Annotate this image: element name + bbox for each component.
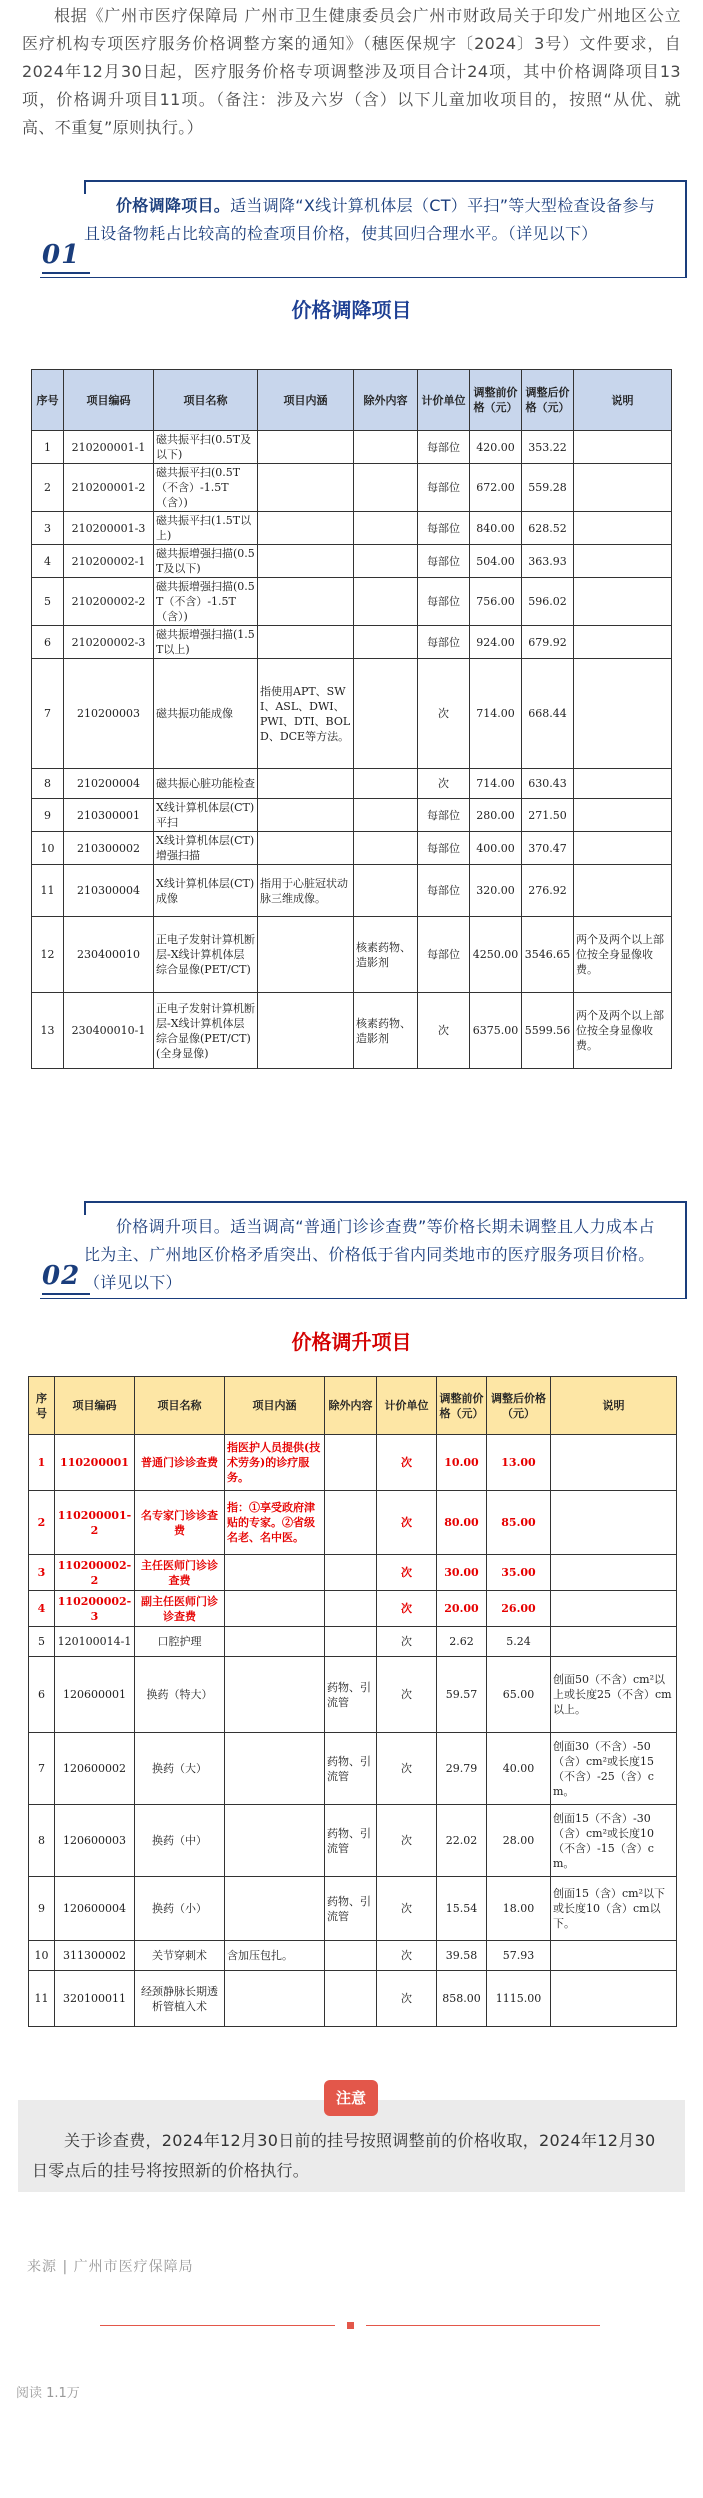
cell-no: 7 [32, 659, 64, 769]
table-row [29, 1627, 677, 1657]
table-1-header-row [32, 370, 672, 431]
cell-code: 120600001 [55, 1657, 135, 1733]
cell-unit: 次 [377, 1555, 437, 1591]
cell-after: 559.28 [522, 464, 574, 512]
cell-note: 两个及两个以上部位按全身显像收费。 [574, 917, 672, 993]
table-row [32, 659, 672, 769]
cell-before: 4250.00 [470, 917, 522, 993]
cell-note [551, 1591, 677, 1627]
header-cell: 除外内容 [325, 1377, 377, 1435]
cell-name: X线计算机体层(CT)平扫 [154, 799, 258, 832]
cell-before: 59.57 [437, 1657, 487, 1733]
cell-no: 6 [29, 1657, 55, 1733]
cell-note [551, 1435, 677, 1491]
cell-note [551, 1491, 677, 1555]
cell-after: 85.00 [487, 1491, 551, 1555]
notice-text: 关于诊查费，2024年12月30日前的挂号按照调整前的价格收取，2024年12月30日零点后的挂号将按照新的价格执行。 [18, 2100, 685, 2192]
table-row [32, 769, 672, 799]
cell-before: 20.00 [437, 1591, 487, 1627]
table-row [32, 917, 672, 993]
cell-note: 创面15（不含）-30（含）cm²或长度10（不含）-15（含）cm。 [551, 1805, 677, 1877]
header-cell: 计价单位 [418, 370, 470, 431]
cell-code: 120600003 [55, 1805, 135, 1877]
cell-after: 276.92 [522, 865, 574, 917]
cell-code: 210200003 [64, 659, 154, 769]
table-2-header-row [29, 1377, 677, 1435]
cell-unit: 每部位 [418, 578, 470, 626]
cell-unit: 次 [377, 1657, 437, 1733]
source-line: 来源 | 广州市医疗保障局 [27, 2259, 194, 2275]
cell-name: 副主任医师门诊诊查费 [135, 1591, 225, 1627]
cell-after: 26.00 [487, 1591, 551, 1627]
cell-content [258, 545, 354, 578]
cell-after: 57.93 [487, 1941, 551, 1971]
cell-unit: 每部位 [418, 865, 470, 917]
cell-note [574, 769, 672, 799]
header-cell: 序号 [29, 1377, 55, 1435]
cell-before: 2.62 [437, 1627, 487, 1657]
cell-note [551, 1941, 677, 1971]
header-cell: 说明 [551, 1377, 677, 1435]
cell-content: 指使用APT、SWI、ASL、DWI、PWI、DTI、BOLD、DCE等方法。 [258, 659, 354, 769]
cell-unit: 每部位 [418, 545, 470, 578]
cell-unit: 每部位 [418, 832, 470, 865]
cell-code: 120600002 [55, 1733, 135, 1805]
cell-exclude: 药物、引流管 [325, 1733, 377, 1805]
cell-unit: 次 [377, 1491, 437, 1555]
section-1-lead: 价格调降项目。 [116, 196, 231, 215]
cell-name: 正电子发射计算机断层-X线计算机体层综合显像(PET/CT) [154, 917, 258, 993]
cell-content [258, 832, 354, 865]
cell-name: 磁共振心脏功能检查 [154, 769, 258, 799]
cell-no: 6 [32, 626, 64, 659]
cell-exclude: 药物、引流管 [325, 1877, 377, 1941]
cell-code: 210200001-1 [64, 431, 154, 464]
table-row [29, 1435, 677, 1491]
cell-before: 280.00 [470, 799, 522, 832]
cell-after: 40.00 [487, 1733, 551, 1805]
cell-content [258, 917, 354, 993]
cell-content [225, 1971, 325, 2027]
cell-note [551, 1971, 677, 2027]
cell-before: 714.00 [470, 769, 522, 799]
cell-note [574, 865, 672, 917]
cell-before: 714.00 [470, 659, 522, 769]
cell-note: 创面30（不含）-50（含）cm²或长度15（不含）-25（含）cm。 [551, 1733, 677, 1805]
cell-name: 普通门诊诊查费 [135, 1435, 225, 1491]
cell-code: 210300004 [64, 865, 154, 917]
header-cell: 计价单位 [377, 1377, 437, 1435]
cell-content [225, 1805, 325, 1877]
header-cell: 调整前价格（元） [437, 1377, 487, 1435]
cell-unit: 次 [377, 1877, 437, 1941]
cell-exclude: 核素药物、造影剂 [354, 993, 418, 1069]
cell-no: 10 [32, 832, 64, 865]
cell-after: 630.43 [522, 769, 574, 799]
table-row [32, 865, 672, 917]
header-cell: 说明 [574, 370, 672, 431]
cell-code: 210200002-3 [64, 626, 154, 659]
cell-content [258, 769, 354, 799]
cell-note: 两个及两个以上部位按全身显像收费。 [574, 993, 672, 1069]
cell-content: 指医护人员提供(技术劳务)的诊疗服务。 [225, 1435, 325, 1491]
cell-note [574, 799, 672, 832]
cell-after: 65.00 [487, 1657, 551, 1733]
cell-after: 679.92 [522, 626, 574, 659]
cell-exclude: 药物、引流管 [325, 1805, 377, 1877]
cell-unit: 每部位 [418, 464, 470, 512]
table-row [32, 431, 672, 464]
cell-unit: 次 [418, 769, 470, 799]
header-cell: 项目名称 [135, 1377, 225, 1435]
cell-name: 口腔护理 [135, 1627, 225, 1657]
cell-note: 创面50（不含）cm²以上或长度25（不含）cm以上。 [551, 1657, 677, 1733]
cell-code: 210200002-1 [64, 545, 154, 578]
header-cell: 调整后价格（元） [487, 1377, 551, 1435]
cell-unit: 次 [377, 1733, 437, 1805]
table-row [29, 1733, 677, 1805]
cell-exclude [325, 1971, 377, 2027]
header-cell: 项目编码 [55, 1377, 135, 1435]
cell-note: 创面15（含）cm²以下或长度10（含）cm以下。 [551, 1877, 677, 1941]
cell-after: 668.44 [522, 659, 574, 769]
cell-content [225, 1591, 325, 1627]
cell-name: 经颈静脉长期透析管植入术 [135, 1971, 225, 2027]
divider-dot [347, 2322, 354, 2329]
cell-after: 5599.56 [522, 993, 574, 1069]
cell-name: 换药（特大） [135, 1657, 225, 1733]
cell-content [258, 578, 354, 626]
table-row [32, 993, 672, 1069]
header-cell: 序号 [32, 370, 64, 431]
cell-name: 换药（中） [135, 1805, 225, 1877]
table-row [32, 578, 672, 626]
cell-exclude [354, 512, 418, 545]
cell-no: 5 [32, 578, 64, 626]
cell-code: 311300002 [55, 1941, 135, 1971]
cell-unit: 每部位 [418, 431, 470, 464]
cell-content [225, 1733, 325, 1805]
cell-name: 主任医师门诊诊查费 [135, 1555, 225, 1591]
cell-exclude: 药物、引流管 [325, 1657, 377, 1733]
header-cell: 项目内涵 [258, 370, 354, 431]
cell-unit: 次 [418, 993, 470, 1069]
cell-after: 5.24 [487, 1627, 551, 1657]
cell-exclude [354, 832, 418, 865]
cell-code: 110200001 [55, 1435, 135, 1491]
cell-no: 9 [29, 1877, 55, 1941]
cell-exclude [354, 464, 418, 512]
cell-exclude [354, 769, 418, 799]
header-cell: 项目名称 [154, 370, 258, 431]
cell-name: 磁共振增强扫描(1.5T以上) [154, 626, 258, 659]
intro-paragraph: 根据《广州市医疗保障局 广州市卫生健康委员会广州市财政局关于印发广州地区公立医疗机构专项医疗服务价格调整方案的通知》（穗医保规字〔2024〕3号）文件要求，自2024年12月30日起，医疗服务价格专项调整涉及项目合计24项，其中价格调降项目13项，价格调升项目11项。（备注：涉及六岁（含）以下儿童加收项目的，按照“从优、就高、不重复”原则执行。） [22, 6, 681, 137]
cell-after: 628.52 [522, 512, 574, 545]
cell-unit: 次 [377, 1805, 437, 1877]
table-row [29, 1941, 677, 1971]
cell-after: 18.00 [487, 1877, 551, 1941]
table-1-title: 价格调降项目 [291, 298, 412, 322]
cell-no: 4 [32, 545, 64, 578]
divider-ornament [100, 2321, 600, 2331]
cell-no: 1 [32, 431, 64, 464]
cell-note [574, 832, 672, 865]
notice-section [18, 2080, 685, 2192]
cell-name: 磁共振增强扫描(0.5T（不含）-1.5T（含）) [154, 578, 258, 626]
cell-code: 320100011 [55, 1971, 135, 2027]
section-1-text [84, 192, 669, 248]
cell-exclude [325, 1941, 377, 1971]
cell-unit: 次 [377, 1591, 437, 1627]
cell-before: 29.79 [437, 1733, 487, 1805]
cell-note [574, 578, 672, 626]
header-cell: 调整后价格（元） [522, 370, 574, 431]
table-row [32, 626, 672, 659]
cell-no: 2 [29, 1491, 55, 1555]
cell-unit: 次 [377, 1971, 437, 2027]
header-cell: 项目内涵 [225, 1377, 325, 1435]
cell-before: 924.00 [470, 626, 522, 659]
table-row [29, 1555, 677, 1591]
table-row [29, 1971, 677, 2027]
cell-name: 关节穿刺术 [135, 1941, 225, 1971]
cell-before: 22.02 [437, 1805, 487, 1877]
cell-content [225, 1657, 325, 1733]
cell-after: 596.02 [522, 578, 574, 626]
cell-unit: 每部位 [418, 799, 470, 832]
cell-exclude [325, 1491, 377, 1555]
cell-before: 504.00 [470, 545, 522, 578]
section-2-text: 价格调升项目。适当调高“普通门诊诊查费”等价格长期未调整且人力成本占比为主、广州地区价格矛盾突出、价格低于省内同类地市的医疗服务项目价格。（详见以下） [84, 1217, 655, 1292]
cell-note [574, 545, 672, 578]
cell-content [258, 431, 354, 464]
cell-unit: 每部位 [418, 512, 470, 545]
price-increase-table [28, 1376, 677, 2027]
cell-no: 11 [32, 865, 64, 917]
section-2-callout [40, 1195, 687, 1299]
table-row [32, 545, 672, 578]
notice-badge: 注意 [324, 2080, 378, 2116]
cell-name: 磁共振平扫(1.5T以上) [154, 512, 258, 545]
cell-content [258, 464, 354, 512]
cell-unit: 次 [377, 1941, 437, 1971]
cell-no: 3 [32, 512, 64, 545]
cell-no: 8 [29, 1805, 55, 1877]
cell-content: 含加压包扎。 [225, 1941, 325, 1971]
cell-note [574, 431, 672, 464]
cell-content [258, 626, 354, 659]
cell-content [258, 512, 354, 545]
cell-after: 271.50 [522, 799, 574, 832]
cell-name: 磁共振平扫(0.5T（不含）-1.5T（含）) [154, 464, 258, 512]
cell-exclude [354, 865, 418, 917]
cell-exclude: 核素药物、造影剂 [354, 917, 418, 993]
cell-unit: 每部位 [418, 626, 470, 659]
cell-no: 10 [29, 1941, 55, 1971]
cell-exclude [354, 431, 418, 464]
section-2-number: 02 [42, 1261, 81, 1291]
cell-after: 1115.00 [487, 1971, 551, 2027]
cell-before: 15.54 [437, 1877, 487, 1941]
cell-after: 35.00 [487, 1555, 551, 1591]
cell-exclude [354, 799, 418, 832]
cell-code: 210300001 [64, 799, 154, 832]
cell-before: 858.00 [437, 1971, 487, 2027]
cell-name: X线计算机体层(CT)增强扫描 [154, 832, 258, 865]
table-row [29, 1805, 677, 1877]
cell-no: 7 [29, 1733, 55, 1805]
cell-code: 210200001-2 [64, 464, 154, 512]
cell-code: 210200004 [64, 769, 154, 799]
cell-content: 指：①享受政府津贴的专家。②省级名老、名中医。 [225, 1491, 325, 1555]
section-1-body: 适当调降“X线计算机体层（CT）平扫”等大型检查设备参与且设备物耗占比较高的检查项目价格，使其回归合理水平。（详见以下） [84, 196, 655, 243]
table-row [29, 1657, 677, 1733]
cell-after: 353.22 [522, 431, 574, 464]
cell-exclude [354, 659, 418, 769]
cell-exclude [325, 1591, 377, 1627]
cell-exclude [354, 626, 418, 659]
cell-exclude [325, 1627, 377, 1657]
cell-no: 8 [32, 769, 64, 799]
cell-name: 换药（小） [135, 1877, 225, 1941]
cell-note [574, 464, 672, 512]
table-row [32, 832, 672, 865]
cell-name: 换药（大） [135, 1733, 225, 1805]
cell-before: 400.00 [470, 832, 522, 865]
cell-note [574, 659, 672, 769]
table-row [29, 1877, 677, 1941]
cell-no: 1 [29, 1435, 55, 1491]
cell-after: 28.00 [487, 1805, 551, 1877]
cell-content: 指用于心脏冠状动脉三维成像。 [258, 865, 354, 917]
cell-after: 3546.65 [522, 917, 574, 993]
cell-before: 420.00 [470, 431, 522, 464]
table-row [29, 1591, 677, 1627]
cell-after: 363.93 [522, 545, 574, 578]
cell-name: X线计算机体层(CT)成像 [154, 865, 258, 917]
cell-unit: 次 [418, 659, 470, 769]
cell-unit: 次 [377, 1627, 437, 1657]
cell-no: 2 [32, 464, 64, 512]
table-2-title: 价格调升项目 [291, 1330, 412, 1354]
cell-content [225, 1627, 325, 1657]
cell-content [225, 1555, 325, 1591]
cell-code: 230400010 [64, 917, 154, 993]
cell-code: 210200001-3 [64, 512, 154, 545]
cell-no: 13 [32, 993, 64, 1069]
cell-no: 4 [29, 1591, 55, 1627]
cell-code: 120100014-1 [55, 1627, 135, 1657]
cell-before: 30.00 [437, 1555, 487, 1591]
read-count: 阅读 1.1万 [16, 2386, 80, 2401]
cell-name: 磁共振功能成像 [154, 659, 258, 769]
section-1-number: 01 [42, 240, 81, 270]
cell-after: 370.47 [522, 832, 574, 865]
cell-before: 39.58 [437, 1941, 487, 1971]
cell-note [574, 626, 672, 659]
cell-no: 5 [29, 1627, 55, 1657]
table-row [32, 799, 672, 832]
cell-exclude [354, 545, 418, 578]
cell-exclude [354, 578, 418, 626]
cell-exclude [325, 1555, 377, 1591]
cell-before: 672.00 [470, 464, 522, 512]
cell-code: 230400010-1 [64, 993, 154, 1069]
cell-name: 名专家门诊诊查费 [135, 1491, 225, 1555]
cell-name: 正电子发射计算机断层-X线计算机体层综合显像(PET/CT)(全身显像) [154, 993, 258, 1069]
cell-no: 11 [29, 1971, 55, 2027]
table-row [32, 464, 672, 512]
cell-no: 9 [32, 799, 64, 832]
table-row [29, 1491, 677, 1555]
cell-no: 3 [29, 1555, 55, 1591]
cell-content [258, 799, 354, 832]
cell-before: 6375.00 [470, 993, 522, 1069]
cell-before: 840.00 [470, 512, 522, 545]
cell-code: 120600004 [55, 1877, 135, 1941]
cell-note [551, 1555, 677, 1591]
table-row [32, 512, 672, 545]
header-cell: 调整前价格（元） [470, 370, 522, 431]
cell-before: 80.00 [437, 1491, 487, 1555]
cell-note [574, 512, 672, 545]
cell-no: 12 [32, 917, 64, 993]
cell-code: 110200002-3 [55, 1591, 135, 1627]
cell-before: 756.00 [470, 578, 522, 626]
header-cell: 除外内容 [354, 370, 418, 431]
cell-code: 110200001-2 [55, 1491, 135, 1555]
cell-unit: 次 [377, 1435, 437, 1491]
cell-name: 磁共振平扫(0.5T及以下) [154, 431, 258, 464]
cell-content [225, 1877, 325, 1941]
cell-before: 320.00 [470, 865, 522, 917]
cell-code: 210300002 [64, 832, 154, 865]
price-decrease-table [31, 369, 672, 1069]
cell-exclude [325, 1435, 377, 1491]
section-1-callout [40, 174, 687, 278]
cell-code: 210200002-2 [64, 578, 154, 626]
cell-note [551, 1627, 677, 1657]
cell-after: 13.00 [487, 1435, 551, 1491]
cell-unit: 每部位 [418, 917, 470, 993]
cell-content [258, 993, 354, 1069]
cell-name: 磁共振增强扫描(0.5T及以下) [154, 545, 258, 578]
cell-before: 10.00 [437, 1435, 487, 1491]
cell-code: 110200002-2 [55, 1555, 135, 1591]
header-cell: 项目编码 [64, 370, 154, 431]
